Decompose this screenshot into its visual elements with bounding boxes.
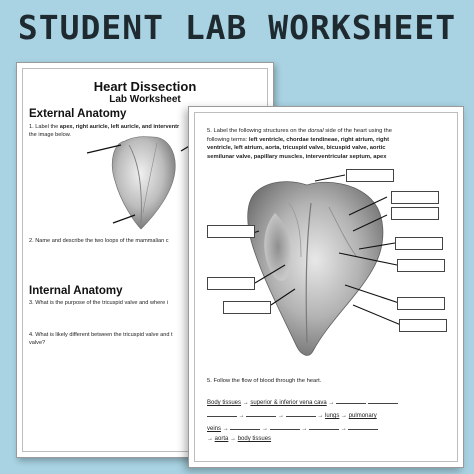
flow-row-1: Body tissues → superior & inferior vena cava → — [207, 397, 398, 406]
question-3: 3. What is the purpose of the tricuspid valve and where i — [29, 300, 168, 306]
question-5-line-4: semilunar valve, papillary muscles, interventricular septum, apex — [207, 153, 387, 160]
front-worksheet-page — [188, 106, 464, 468]
question-2: 2. Name and describe the two loops of the mammalian c — [29, 238, 169, 244]
banner-title: STUDENT LAB WORKSHEET — [17, 8, 457, 47]
label-box-5[interactable] — [395, 237, 443, 250]
label-box-10[interactable] — [399, 319, 447, 332]
label-box-9[interactable] — [397, 297, 445, 310]
question-flow-of-blood: 5. Follow the flow of blood through the heart. — [207, 378, 322, 384]
blank-9[interactable] — [348, 423, 378, 430]
label-box-1[interactable] — [346, 169, 394, 182]
label-box-7[interactable] — [207, 277, 255, 290]
label-box-2[interactable] — [391, 191, 439, 204]
flow-row-2: → → → lungs → pulmonary — [207, 410, 377, 419]
question-5-line-2: following terms: left ventricle, chordae tendineae, right atrium, right — [207, 136, 390, 143]
question-1: 1. Label the apex, right auricle, left auricle, and interventr — [29, 124, 180, 130]
blank-4[interactable] — [246, 410, 276, 417]
blank-8[interactable] — [309, 423, 339, 430]
blank-5[interactable] — [286, 410, 316, 417]
external-anatomy-heading: External Anatomy — [29, 108, 127, 120]
label-box-6[interactable] — [397, 259, 445, 272]
flow-row-4: → aorta → body tissues — [207, 436, 272, 442]
question-5-line-3: ventricle, left atrium, aorta, tricuspid valve, bicuspid valve, aortic — [207, 145, 386, 152]
worksheet-subtitle: Lab Worksheet — [109, 94, 181, 105]
blank-6[interactable] — [230, 423, 260, 430]
question-5-line-1: 5. Label the following structures on the dorsal side of the heart using the — [207, 128, 392, 134]
question-4-line-2: valve? — [29, 340, 46, 346]
internal-anatomy-heading: Internal Anatomy — [29, 285, 123, 297]
flow-row-3: veins → → → → — [207, 423, 378, 432]
question-4: 4. What is likely different between the tricuspid valve and t — [29, 332, 173, 338]
worksheet-title: Heart Dissection — [93, 79, 197, 94]
label-box-3[interactable] — [207, 225, 255, 238]
blank-7[interactable] — [270, 423, 300, 430]
question-1-line-2: the image below. — [29, 132, 71, 138]
blank-2[interactable] — [368, 397, 398, 404]
label-box-8[interactable] — [223, 301, 271, 314]
blank-1[interactable] — [336, 397, 366, 404]
blank-3[interactable] — [207, 410, 237, 417]
label-box-4[interactable] — [391, 207, 439, 220]
